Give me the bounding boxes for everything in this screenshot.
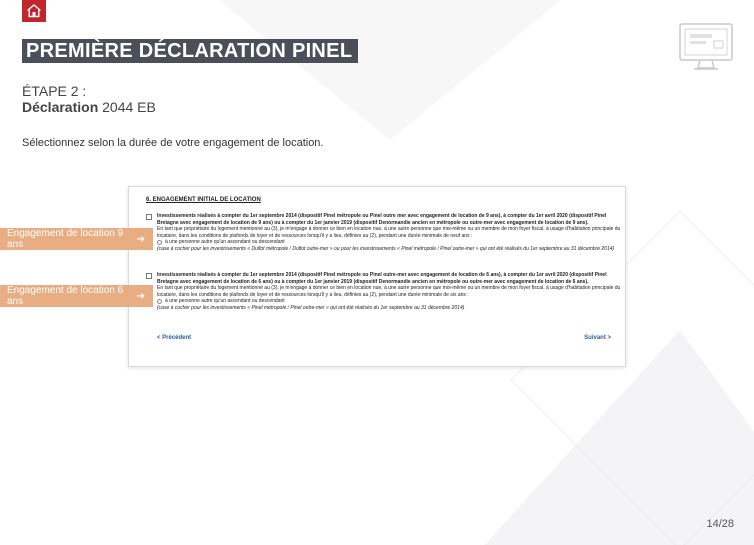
option-body: En tant que propriétaire du logement mentionné au (3), je m'engage à donner ce bien en location nue, à une autre personne que moi-même ou un membre de mon foyer fiscal, à usage d'habitation principale du locataire, dans les conditions de plafonds de loyer et de ressources lorsqu'il y a lieu, définies au (2), pendant une durée minimale de neuf ans : <box>157 226 621 239</box>
radio-button[interactable] <box>157 240 162 245</box>
step-subtitle <box>22 99 156 115</box>
radio-label: à une personne autre qu'un ascendant ou descendant <box>165 298 285 304</box>
previous-link[interactable]: < Précédent <box>157 335 192 341</box>
monitor-icon <box>678 20 734 72</box>
option-note: (case à cocher pour les investissements « Pinel métropole / Pinel outre-mer » qui ont été réalisés du 1er septembre au 31 décembre 2014) <box>157 304 465 311</box>
option-6-years <box>146 272 624 311</box>
next-link[interactable]: Suivant > <box>584 335 611 341</box>
option-title: Investissements réalisés à compter du 1er septembre 2014 (dispositif Pinel métropole ou Pinel outre-mer avec engagement de location de 6 ans), à compter du 1er avril 2020 (dispositif Pinel Bretagne avec engagement de location de 6 ans) ou à compter du 1er janvier 2019 (dispositif Denormandie ancien en métropole ou outre-mer avec engagement de location de 6 ans). <box>157 272 607 285</box>
callout-label: Engagement de location 6 ans <box>7 285 124 307</box>
arrow-right-icon: ➔ <box>136 290 145 302</box>
arrow-right-icon: ➔ <box>136 233 145 245</box>
form-panel <box>128 186 626 367</box>
option-9-years <box>146 213 624 252</box>
option-9-years-checkbox[interactable] <box>146 214 152 220</box>
radio-button[interactable] <box>157 299 162 304</box>
option-note: (case à cocher pour les investissements « Duflot métropole / Duflot outre-mer » ou pour les investissements « Pinel métropole / Pinel outre-mer » qui ont été réalisés du 1er septembre au 31 décembre 2014) <box>157 245 615 252</box>
step-subtitle-rest: 2044 EB <box>98 99 156 115</box>
page-title: PREMIÈRE DÉCLARATION PINEL <box>26 39 353 62</box>
page-title-bar <box>22 39 358 63</box>
background-shape <box>170 0 610 140</box>
step-label: ÉTAPE 2 : <box>22 83 87 99</box>
page-number: 14/28 <box>706 518 734 530</box>
callout-9-years <box>0 228 153 250</box>
option-title: Investissements réalisés à compter du 1er septembre 2014 (dispositif Pinel métropole ou Pinel outre mer avec engagement de location de 9 ans), à compter du 1er avril 2020 (dispositif Pinel Bretagne avec engagement de location de 9 ans) ou à compter du 1er janvier 2019 (dispositif Denormandie ancien en métropole ou outre-mer avec engagement de location de 9 ans). <box>157 213 607 226</box>
radio-label: à une personne autre qu'un ascendant ou descendant <box>165 239 285 245</box>
step-subtitle-bold: Déclaration <box>22 99 99 115</box>
home-icon <box>26 3 42 19</box>
instruction-text: Sélectionnez selon la durée de votre engagement de location. <box>22 137 324 149</box>
option-6-years-checkbox[interactable] <box>146 273 152 279</box>
callout-6-years <box>0 285 153 307</box>
home-button[interactable] <box>22 0 46 22</box>
callout-label: Engagement de location 9 ans <box>7 228 124 250</box>
option-body: En tant que propriétaire du logement mentionné au (3), je m'engage à donner ce bien en location nue, à une autre personne que moi-même ou un membre de mon foyer fiscal, à usage d'habitation principale du locataire, dans les conditions de plafonds de loyer et de ressources lorsqu'il y a lieu, définies au (2), pendant une durée minimale de six ans : <box>157 285 621 298</box>
section-title: 6. ENGAGEMENT INITIAL DE LOCATION <box>146 197 261 203</box>
